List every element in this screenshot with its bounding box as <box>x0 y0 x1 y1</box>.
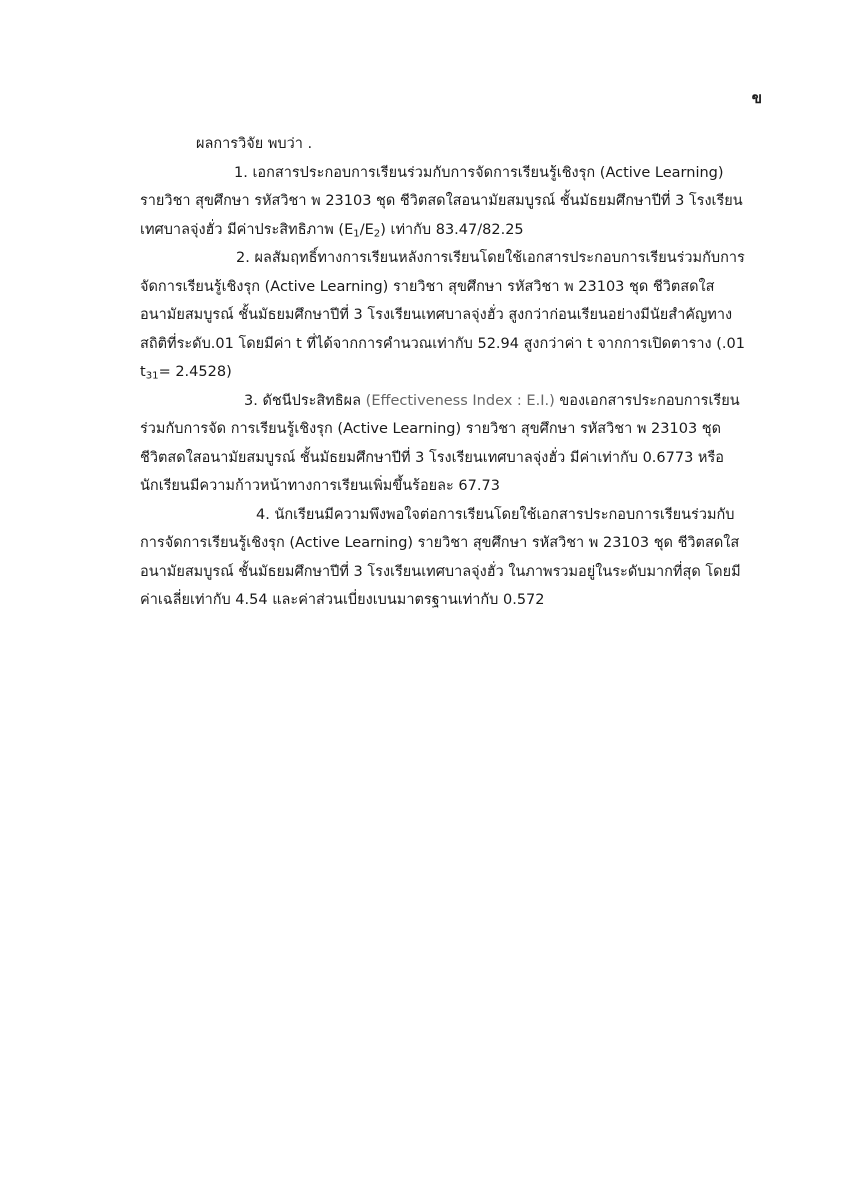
finding-1 <box>140 159 752 245</box>
finding-2-text: 2. ผลสัมฤทธิ์ทางการเรียนหลังการเรียนโดยใช้เอกสารประกอบการเรียนร่วมกับการจัดการเรียนรู้เชิงรุก (Active Learning) รายวิชา สุขศึกษา รหัสวิชา พ 23103 ชุด ชีวิตสดใสอนามัยสมบูรณ์ ชั้นมัธยมศึกษาปีที่ 3 โรงเรียนเทศบาลจุ่งฮั่ว สูงกว่าก่อนเรียนอย่างมีนัยสำคัญทางสถิติที่ระดับ.01 โดยมีค่า t ที่ได้จากการคำนวณเท่ากับ 52.94 สูงกว่าค่า t จากการเปิดตาราง (.01 t <box>140 250 745 380</box>
subscript-e1: 1 <box>353 228 360 240</box>
results-intro: ผลการวิจัย พบว่า . <box>196 136 313 152</box>
finding-4-text: 4. นักเรียนมีความพึงพอใจต่อการเรียนโดยใช้เอกสารประกอบการเรียนร่วมกับการจัดการเรียนรู้เชิงรุก (Active Learning) รายวิชา สุขศึกษา รหัสวิชา พ 23103 ชุด ชีวิตสดใสอนามัยสมบูรณ์ ชั้นมัธยมศึกษาปีที่ 3 โรงเรียนเทศบาลจุ่งฮั่ว ในภาพรวมอยู่ในระดับมากที่สุด โดยมีค่าเฉลี่ยเท่ากับ 4.54 และค่าส่วนเบี่ยงเบนมาตรฐานเท่ากับ 0.572 <box>140 506 741 608</box>
finding-3-lead: 3. ดัชนีประสิทธิผล <box>244 392 366 409</box>
research-results <box>140 130 752 615</box>
finding-3-rest: ของเอกสารประกอบการเรียนร่วมกับการจัด การเรียนรู้เชิงรุก (Active Learning) รายวิชา สุขศึกษา รหัสวิชา พ 23103 ชุด ชีวิตสดใสอนามัยสมบูรณ์ ชั้นมัธยมศึกษาปีที่ 3 โรงเรียนเทศบาลจุ่งฮั่ว มีค่าเท่ากับ 0.6773 หรือนักเรียนมีความก้าวหน้าทางการเรียนเพิ่มขึ้นร้อยละ 67.73 <box>140 392 740 494</box>
finding-1-mid: /E <box>359 221 374 238</box>
finding-1-end: ) เท่ากับ 83.47/82.25 <box>380 221 524 238</box>
subscript-e2: 2 <box>373 228 381 240</box>
finding-2 <box>140 244 752 387</box>
page-number: ข <box>751 89 762 107</box>
finding-2-end: = 2.4528) <box>158 364 232 380</box>
finding-1-text: 1. เอกสารประกอบการเรียนร่วมกับการจัดการเรียนรู้เชิงรุก (Active Learning) รายวิชา สุขศึกษา รหัสวิชา พ 23103 ชุด ชีวิตสดใสอนามัยสมบูรณ์ ชั้นมัธยมศึกษาปีที่ 3 โรงเรียนเทศบาลจุ่งฮั่ว มีค่าประสิทธิภาพ (E <box>140 164 743 238</box>
finding-4 <box>140 501 752 615</box>
finding-3 <box>140 387 752 501</box>
effectiveness-index-term: (Effectiveness Index : E.I.) <box>365 392 555 409</box>
subscript-df: 31 <box>145 370 159 382</box>
